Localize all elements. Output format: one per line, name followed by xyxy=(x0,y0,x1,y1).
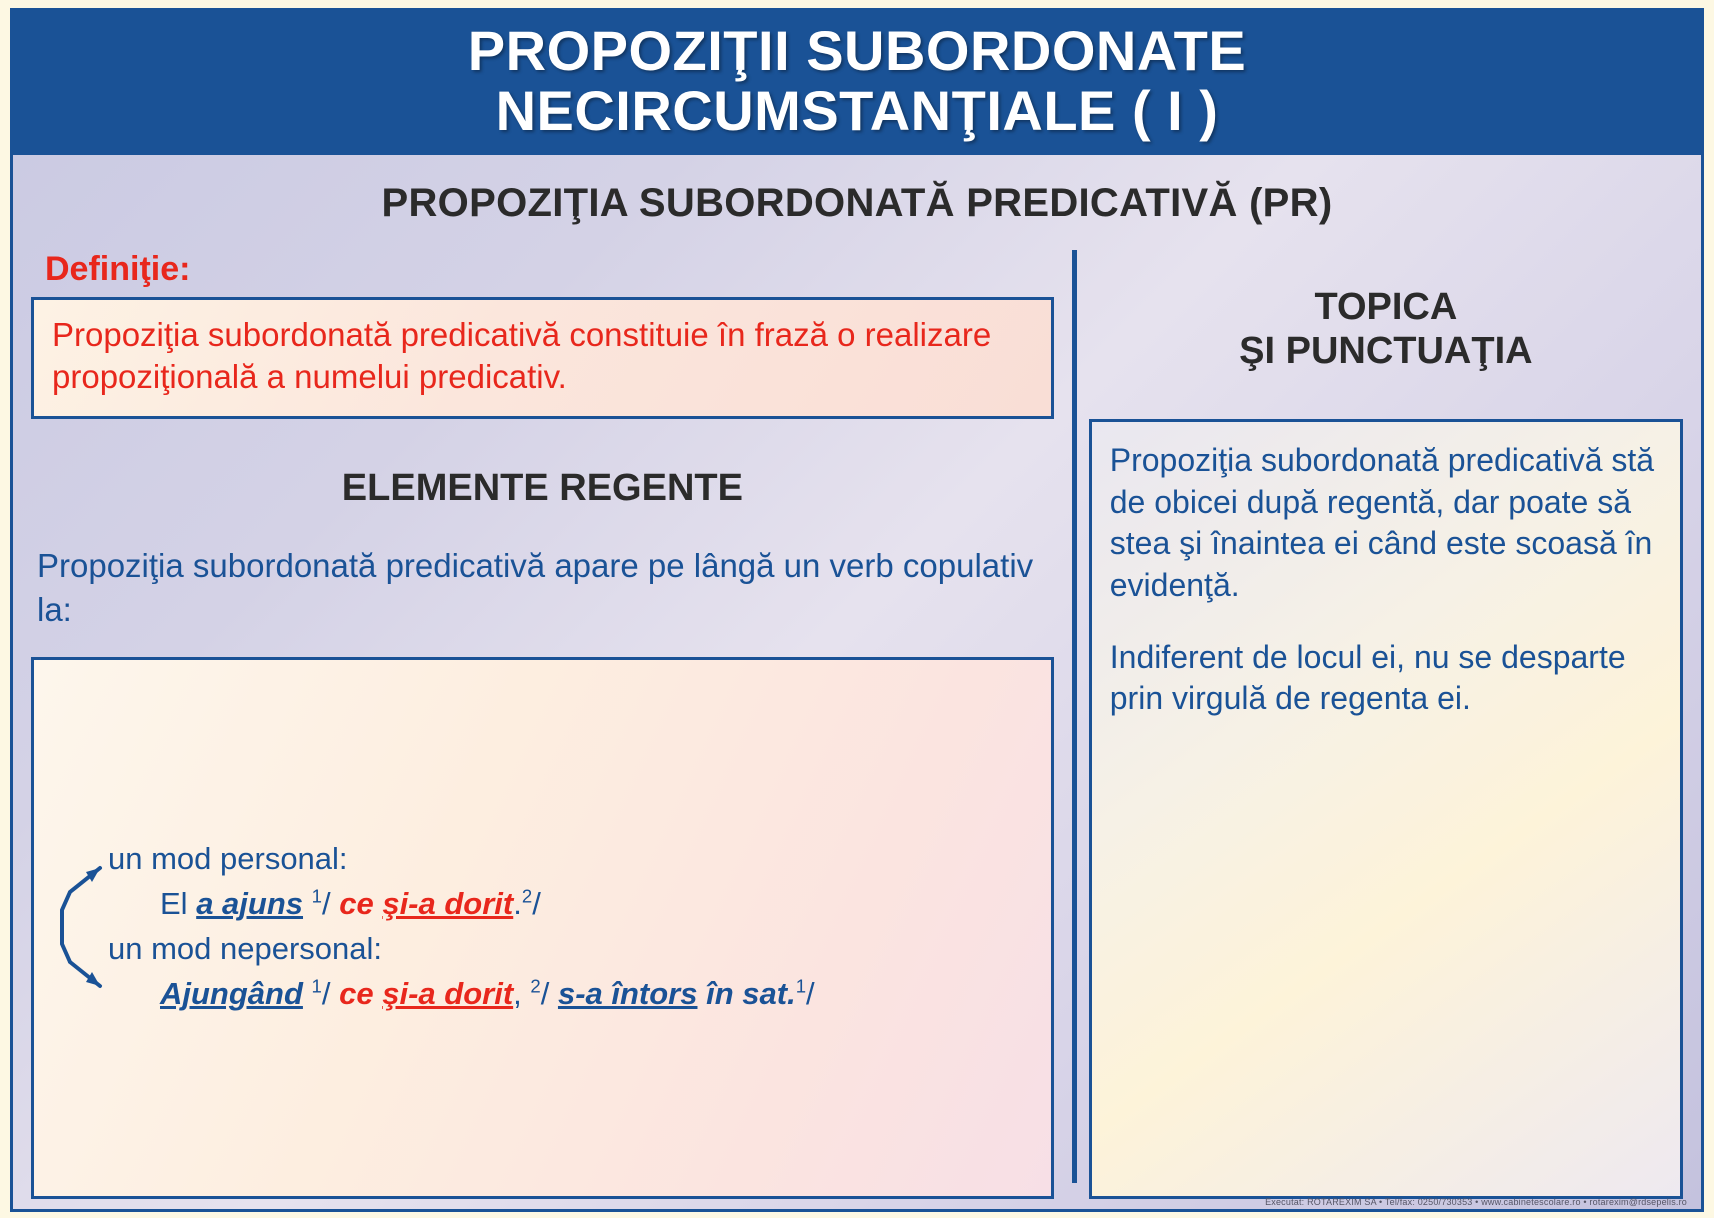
example-sentence-personal: El a ajuns $^1$/ ce şi-a dorit.$^2$/ xyxy=(160,885,541,922)
topica-title-line-2: ŞI PUNCTUAŢIA xyxy=(1239,329,1533,372)
example-kind-nepersonal: un mod nepersonal: xyxy=(108,931,383,967)
elemente-regente-intro: Propoziţia subordonată predicativă apare pe lângă un verb copulativ la: xyxy=(37,547,1034,628)
definition-text: Propoziţia subordonată predicativă constituie în frază o realizare propoziţională a numelui predicativ. xyxy=(52,315,992,396)
example-sentence-nepersonal: Ajungând $^1$/ ce şi-a dorit, $^2$/ s-a întors în sat.$^1$/ xyxy=(160,975,815,1012)
poster-title-bar xyxy=(13,11,1701,155)
example-kind-personal: un mod personal: xyxy=(108,841,348,877)
topica-title xyxy=(1089,286,1683,373)
poster-subtitle: PROPOZIŢIA SUBORDONATĂ PREDICATIVĂ (PR) xyxy=(381,180,1333,225)
topica-box xyxy=(1089,419,1683,1199)
brace-icon xyxy=(54,862,108,992)
poster-title-line-2: NECIRCUMSTANŢIALE ( I ) xyxy=(495,78,1219,142)
examples-list xyxy=(108,837,1031,1017)
poster-footer: Executat: ROTAREXIM SA • Tel/fax: 0250/730353 • www.cabinetescolare.ro • rotarexim@rdsepelis.ro xyxy=(1265,1197,1687,1207)
elemente-regente-heading: ELEMENTE REGENTE xyxy=(341,467,743,510)
definition-box xyxy=(31,297,1054,419)
poster-title-line-1: PROPOZIŢII SUBORDONATE xyxy=(467,19,1247,82)
left-column xyxy=(31,244,1072,1199)
topica-paragraph-2: Indiferent de locul ei, nu se desparte prin virgulă de regenta ei. xyxy=(1109,638,1626,717)
right-column xyxy=(1089,244,1683,1199)
column-divider xyxy=(1072,250,1077,1183)
topica-paragraph-1: Propoziţia subordonată predicativă stă de obicei după regentă, dar poate să stea şi înaintea ei când este scoasă în evidenţă. xyxy=(1109,442,1655,603)
topica-title-line-1: TOPICA xyxy=(1314,285,1458,328)
poster-body xyxy=(13,244,1701,1209)
poster-frame xyxy=(10,8,1704,1212)
examples-box xyxy=(31,657,1054,1199)
definition-label: Definiţie: xyxy=(45,249,191,288)
